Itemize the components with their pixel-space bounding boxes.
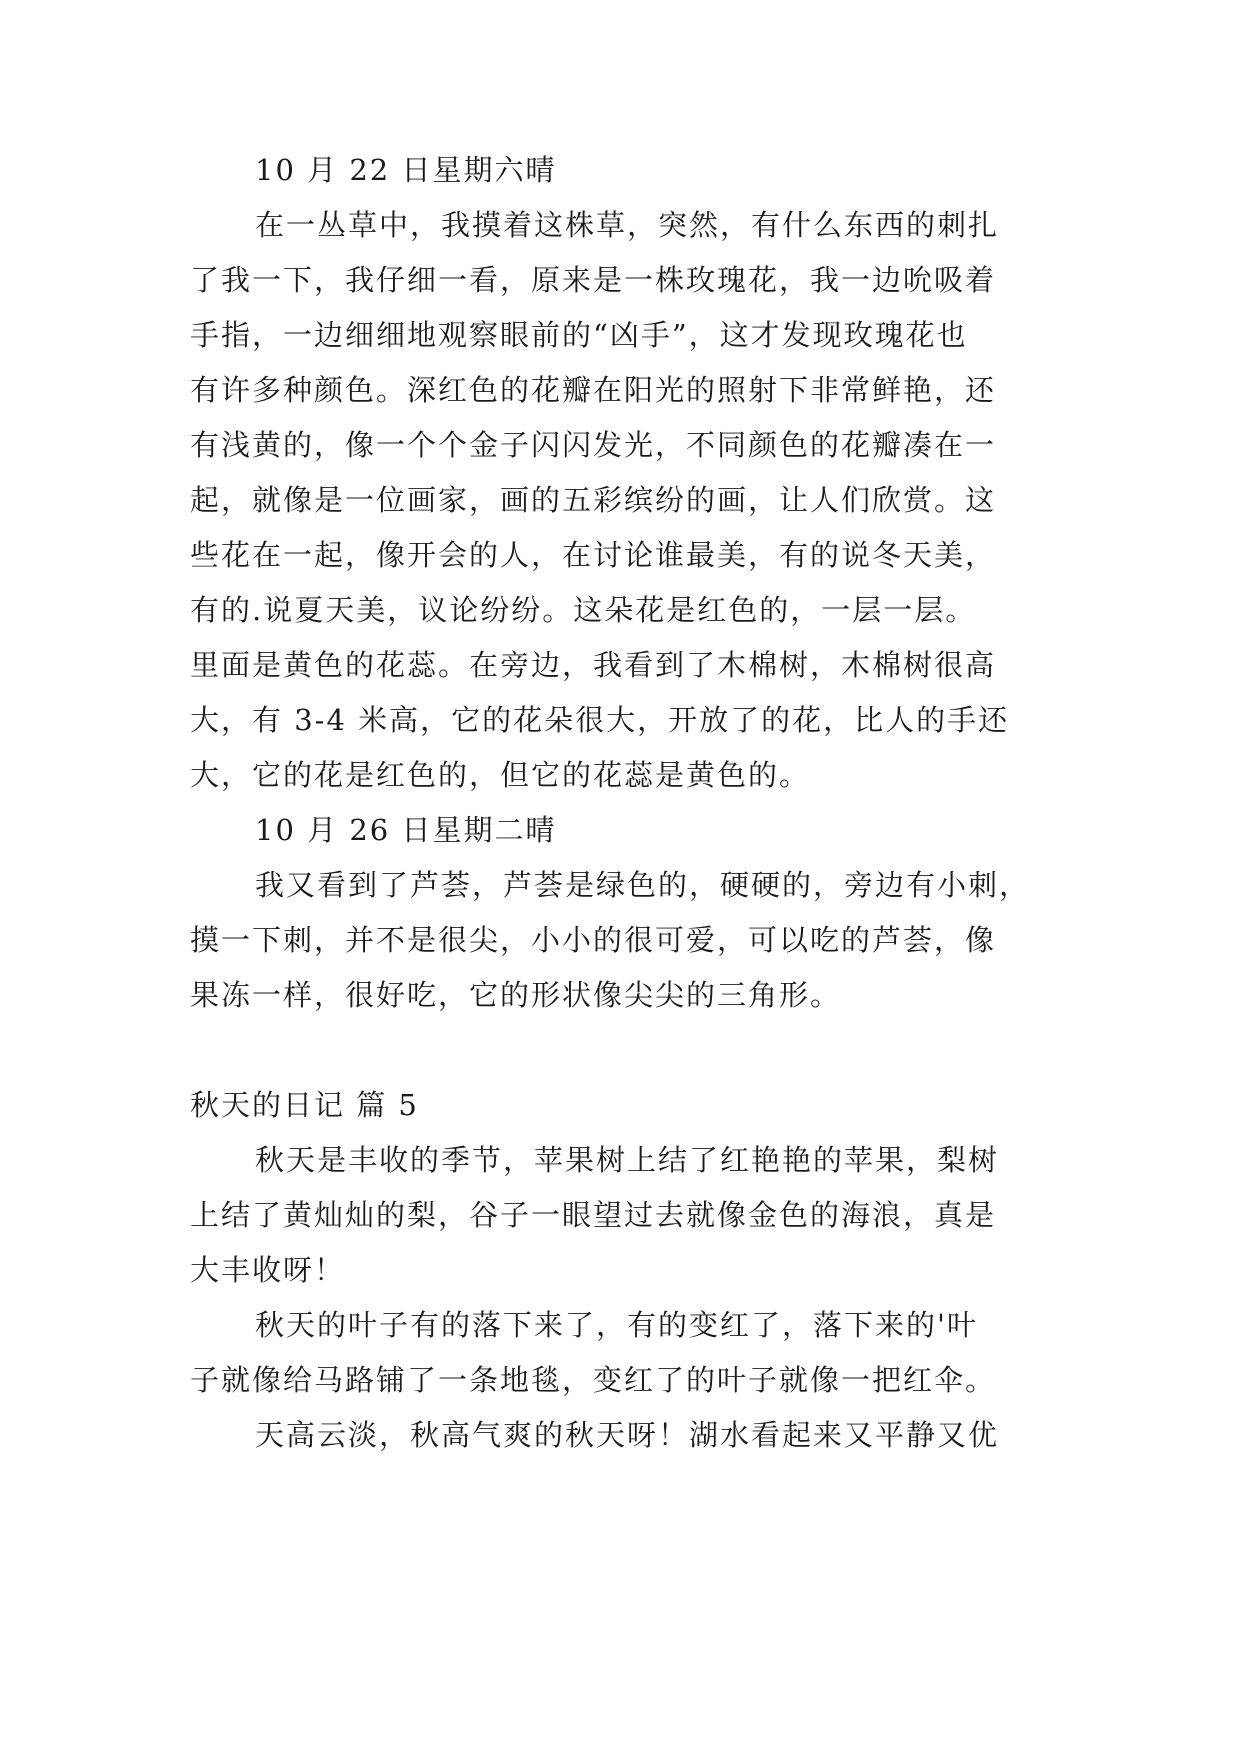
diary-date-heading: 10 月 22 日星期六晴 — [255, 153, 557, 187]
paragraph-line: 子就像给马路铺了一条地毯，变红了的叶子就像一把红伞。 — [190, 1363, 997, 1397]
section-title: 秋天的日记 篇 5 — [190, 1088, 419, 1122]
paragraph-line: 摸一下刺，并不是很尖，小小的很可爱，可以吃的芦荟，像 — [190, 923, 997, 957]
paragraph-line: 上结了黄灿灿的梨，谷子一眼望过去就像金色的海浪，真是 — [190, 1198, 997, 1232]
paragraph-line: 大，有 3-4 米高，它的花朵很大，开放了的花，比人的手还 — [190, 703, 1010, 737]
paragraph-line: 里面是黄色的花蕊。在旁边，我看到了木棉树，木棉树很高 — [190, 648, 997, 682]
paragraph-line: 手指，一边细细地观察眼前的“凶手”，这才发现玫瑰花也 — [190, 318, 968, 352]
paragraph-line: 秋天是丰收的季节，苹果树上结了红艳艳的苹果，梨树 — [255, 1143, 1000, 1177]
paragraph-line: 果冻一样，很好吃，它的形状像尖尖的三角形。 — [190, 978, 842, 1012]
paragraph-line: 有许多种颜色。深红色的花瓣在阳光的照射下非常鲜艳，还 — [190, 373, 997, 407]
paragraph-line: 有的.说夏天美，议论纷纷。这朵花是红色的，一层一层。 — [190, 593, 977, 627]
paragraph-line: 起，就像是一位画家，画的五彩缤纷的画，让人们欣赏。这 — [190, 483, 997, 517]
paragraph-line: 大丰收呀！ — [190, 1253, 346, 1287]
paragraph-line: 我又看到了芦荟，芦荟是绿色的，硬硬的，旁边有小刺， — [255, 868, 1031, 902]
paragraph-line: 天高云淡，秋高气爽的秋天呀！湖水看起来又平静又优 — [255, 1418, 1000, 1452]
paragraph-line: 在一丛草中，我摸着这株草，突然，有什么东西的刺扎 — [255, 208, 1000, 242]
paragraph-line: 些花在一起，像开会的人，在讨论谁最美，有的说冬天美， — [190, 538, 997, 572]
diary-date-heading: 10 月 26 日星期二晴 — [255, 813, 557, 847]
paragraph-line: 大，它的花是红色的，但它的花蕊是黄色的。 — [190, 758, 811, 792]
paragraph-line: 了我一下，我仔细一看，原来是一株玫瑰花，我一边吮吸着 — [190, 263, 997, 297]
paragraph-line: 有浅黄的，像一个个金子闪闪发光，不同颜色的花瓣凑在一 — [190, 428, 997, 462]
paragraph-line: 秋天的叶子有的落下来了，有的变红了，落下来的'叶 — [255, 1308, 978, 1342]
